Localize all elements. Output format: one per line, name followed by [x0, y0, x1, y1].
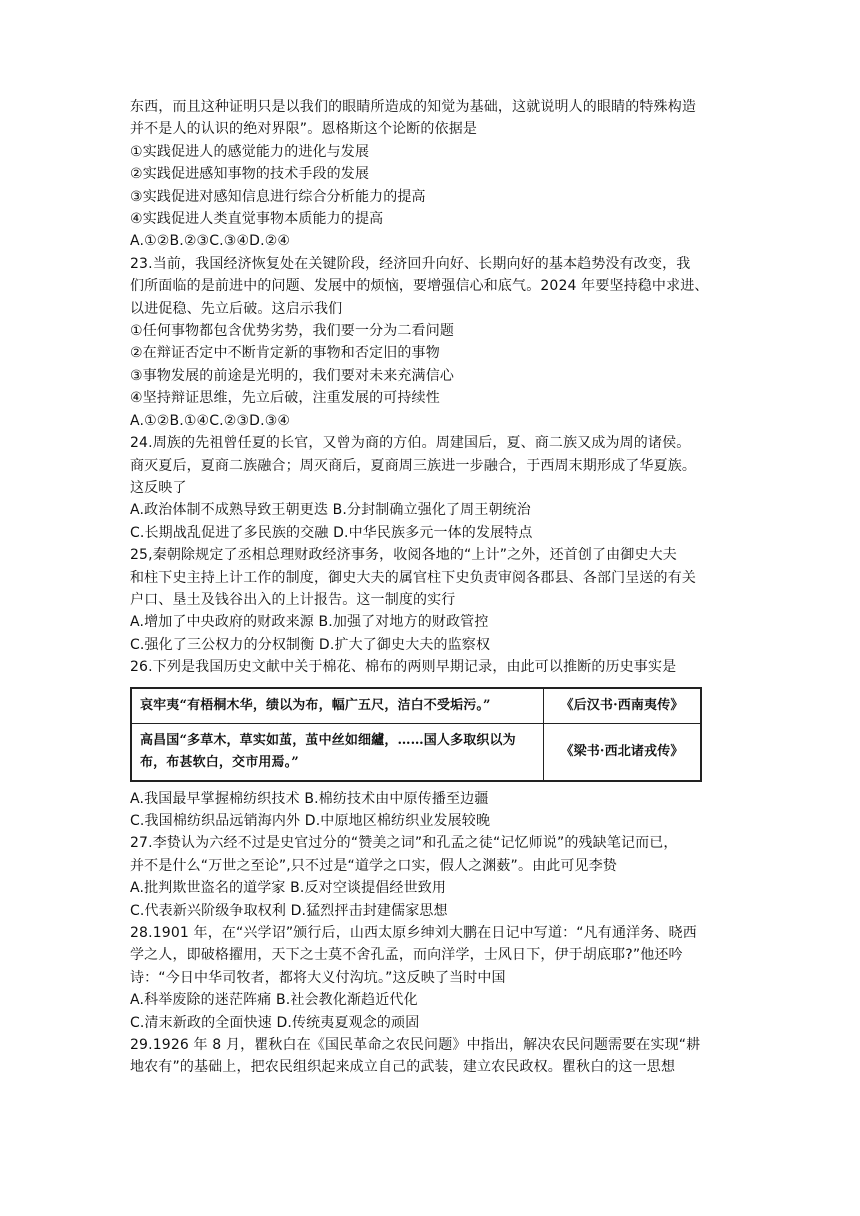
answer-options: A.科举废除的迷茫阵痛 B.社会教化渐趋近代化 [130, 992, 418, 1009]
question-29: 29.1926 年 8 月，瞿秋白在《国民革命之农民问题》中指出，解决农民问题需要在实现“耕 [130, 1037, 701, 1054]
text-line: 并不是人的认识的绝对界限”。恩格斯这个论断的依据是 [130, 121, 478, 138]
text-line: 商灭夏后，夏商二族融合；周灭商后，夏商周三族进一步融合，于西周末期形成了华夏族。 [130, 457, 696, 474]
question-27: 27.李贽认为六经不过是史官过分的“赞美之词”和孔孟之徒“记忆师说”的残缺笔记而已， [130, 835, 678, 852]
text-line: 这反映了 [130, 479, 187, 496]
text-line: 地农有”的基础上，把农民组织起来成立自己的武装，建立农民政权。瞿秋白的这一思想 [130, 1059, 676, 1076]
answer-options: A.①②B.②③C.③④D.②④ [130, 233, 291, 250]
answer-options: A.我国最早掌握棉纺织技术 B.棉纺技术由中原传播至边疆 [130, 790, 489, 807]
text-block-top [130, 96, 740, 679]
question-26: 26.下列是我国历史文献中关于棉花、棉布的两则早期记录，由此可以推断的历史事实是 [130, 659, 677, 676]
answer-options: C.清末新政的全面快速 D.传统夷夏观念的顽固 [130, 1014, 420, 1031]
document-page [130, 96, 740, 1079]
cotton-records-table [130, 687, 702, 782]
question-25: 25,秦朝除规定了丞相总理财政经济事务，收阅各地的“上计”之外，还首创了由御史大夫 [130, 547, 677, 564]
text-line: ④坚持辩证思维，先立后破，注重发展的可持续性 [130, 390, 440, 407]
record-text: 哀牢夷“有梧桐木华，绩以为布，幅广五尺，洁白不受垢污。” [140, 697, 491, 713]
text-line: ②实践促进感知事物的技术手段的发展 [130, 166, 370, 183]
records-table-wrap [130, 687, 740, 782]
answer-options: A.批判欺世盗名的道学家 B.反对空谈提倡经世致用 [130, 880, 447, 897]
record-text: 高昌国“多草木，草实如茧，茧中丝如细纑，……国人多取织以为 [140, 732, 516, 748]
text-line: ④实践促进人类直觉事物本质能力的提高 [130, 211, 384, 228]
question-28: 28.1901 年，在“兴学诏”颁行后，山西太原乡绅刘大鹏在日记中写道：“凡有通洋务、晓西 [130, 925, 697, 941]
question-23: 23.当前，我国经济恢复处在关键阶段，经济回升向好、长期向好的基本趋势没有改变，我 [130, 255, 691, 272]
record-text-cell [131, 723, 544, 781]
record-text: 布，布甚软白，交市用焉。” [140, 754, 299, 770]
text-line: 以进促稳、先立后破。这启示我们 [130, 300, 343, 317]
answer-options: A.①②B.①④C.②③D.③④ [130, 412, 291, 429]
table-row [131, 723, 701, 781]
answer-options: C.强化了三公权力的分权制衡 D.扩大了御史大夫的监察权 [130, 636, 491, 653]
text-line: 们所面临的是前进中的问题、发展中的烦恼，要增强信心和底气。2024 年要坚持稳中求进、 [130, 278, 709, 295]
text-line: 户口、垦土及钱谷出入的上计报告。这一制度的实行 [130, 591, 456, 608]
text-line: 诗：“今日中华司牧者，都将大义付沟坑。”这反映了当时中国 [130, 969, 506, 986]
answer-options: A.政治体制不成熟导致王朝更迭 B.分封制确立强化了周王朝统治 [130, 502, 531, 519]
text-block-bottom [130, 788, 740, 1079]
text-line: 并不是什么“万世之至论”,只不过是“道学之口实，假人之渊薮”。由此可见李贽 [130, 857, 618, 874]
text-line: 学之人，即破格擢用，天下之士莫不舍孔孟，而向洋学，士风日下，伊于胡底耶?”他还吟 [130, 947, 683, 964]
record-source-cell: 《后汉书·西南夷传》 [544, 688, 702, 724]
text-line: ②在辩证否定中不断肯定新的事物和否定旧的事物 [130, 345, 440, 362]
text-line: ③实践促进对感知信息进行综合分析能力的提高 [130, 188, 426, 205]
answer-options: A.增加了中央政府的财政来源 B.加强了对地方的财政管控 [130, 614, 489, 631]
text-line: 东西，而且这种证明只是以我们的眼睛所造成的知觉为基础，这就说明人的眼睛的特殊构造 [130, 99, 696, 115]
answer-options: C.代表新兴阶级争取权利 D.猛烈抨击封建儒家思想 [130, 902, 448, 919]
text-line: ③事物发展的前途是光明的，我们要对未来充满信心 [130, 367, 454, 384]
text-line: ①任何事物都包含优势劣势，我们要一分为二看问题 [130, 323, 454, 340]
text-line: 和柱下史主持上计工作的制度，御史大夫的属官柱下史负责审阅各郡县、各部门呈送的有关 [130, 569, 696, 586]
record-text-cell [131, 688, 544, 724]
table-row [131, 688, 701, 724]
text-line: ①实践促进人的感觉能力的进化与发展 [130, 143, 370, 160]
question-24: 24.周族的先祖曾任夏的长官，又曾为商的方伯。周建国后，夏、商二族又成为周的诸侯。 [130, 435, 691, 452]
answer-options: C.我国棉纺织品远销海内外 D.中原地区棉纺织业发展较晚 [130, 812, 491, 829]
answer-options: C.长期战乱促进了多民族的交融 D.中华民族多元一体的发展特点 [130, 524, 533, 541]
record-source-cell: 《梁书·西北诸戎传》 [544, 723, 702, 781]
